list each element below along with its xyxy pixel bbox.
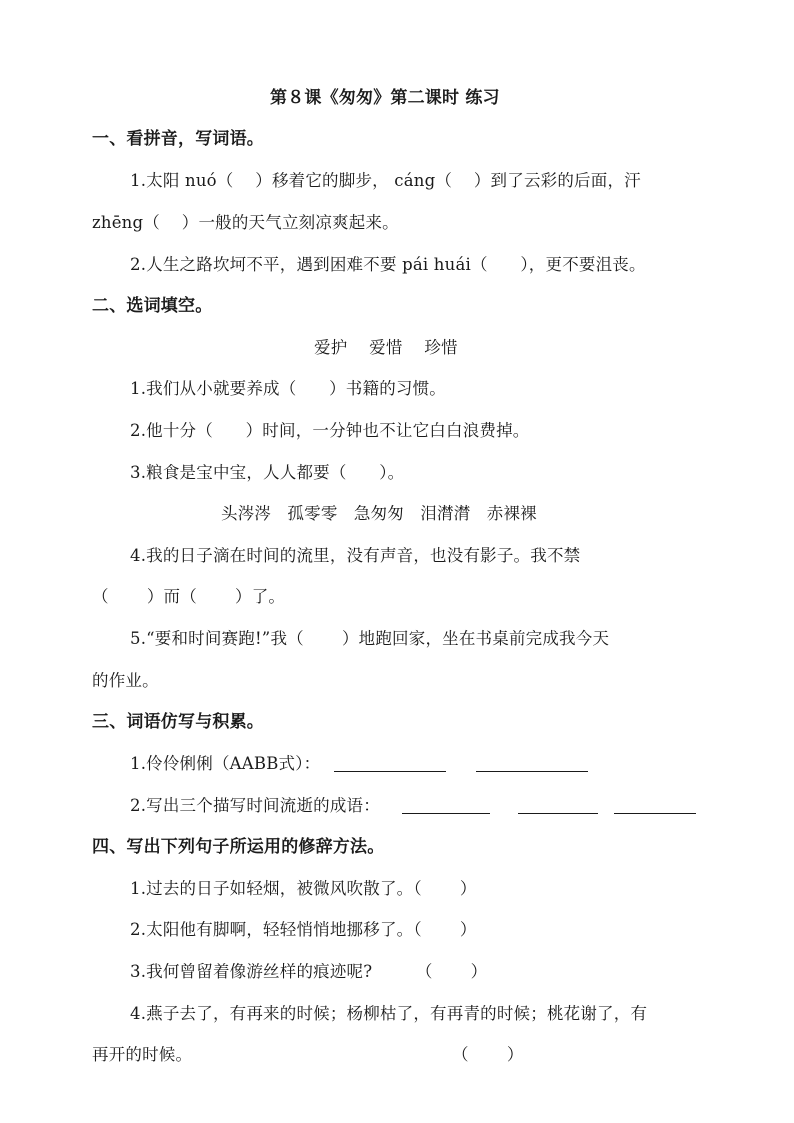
s4-question-1: 1.过去的日子如轻烟，被微风吹散了。（ ）: [130, 879, 477, 898]
s1-question-2: 2.人生之路坎坷不平，遇到困难不要 pái huái（ ），更不要沮丧。: [130, 255, 646, 274]
page-title: 第８课《匆匆》第二课时 练习: [270, 88, 500, 108]
answer-blank[interactable]: [334, 771, 446, 772]
answer-blank[interactable]: [614, 813, 696, 814]
s2-question-2: 2.他十分（ ）时间，一分钟也不让它白白浪费掉。: [130, 421, 530, 440]
answer-blank[interactable]: [518, 813, 598, 814]
s3-question-1: 1.伶伶俐俐（AABB式）：: [130, 754, 321, 773]
s4-question-3: 3.我何曾留着像游丝样的痕迹呢? （ ）: [130, 962, 488, 981]
s3-question-2: 2.写出三个描写时间流逝的成语：: [130, 796, 380, 815]
s2-question-3: 3.粮食是宝中宝，人人都要（ ）。: [130, 463, 405, 482]
s2-question-4-line-2: （ ）而（ ）了。: [92, 587, 286, 606]
s1-question-1-line-1: 1.太阳 nuó（ ）移着它的脚步， cáng（ ）到了云彩的后面，汗: [130, 171, 641, 190]
word-options-2: 头涔涔 孤零零 急匆匆 泪潸潸 赤裸裸: [221, 504, 537, 523]
s2-question-1: 1.我们从小就要养成（ ）书籍的习惯。: [130, 379, 447, 398]
s4-question-4-line-1: 4.燕子去了，有再来的时候；杨柳枯了，有再青的时候；桃花谢了，有: [130, 1004, 648, 1023]
s1-question-1-line-2: zhēng（ ）一般的天气立刻凉爽起来。: [92, 213, 399, 232]
section-2-heading: 二、选词填空。: [92, 296, 213, 316]
word-options-1: 爱护 爱惜 珍惜: [314, 338, 458, 357]
s2-question-5-line-1: 5.“要和时间赛跑!”我（ ）地跑回家，坐在书桌前完成我今天: [130, 629, 610, 648]
s4-question-4-answer: （ ）: [452, 1045, 524, 1064]
section-3-heading: 三、词语仿写与积累。: [92, 712, 264, 732]
s4-question-2: 2.太阳他有脚啊，轻轻悄悄地挪移了。（ ）: [130, 920, 477, 939]
s4-question-4-line-2: 再开的时候。: [92, 1045, 193, 1064]
s2-question-5-line-2: 的作业。: [92, 671, 159, 690]
section-4-heading: 四、写出下列句子所运用的修辞方法。: [92, 837, 385, 857]
answer-blank[interactable]: [476, 771, 588, 772]
answer-blank[interactable]: [402, 813, 490, 814]
section-1-heading: 一、看拼音，写词语。: [92, 129, 264, 149]
s2-question-4-line-1: 4.我的日子滴在时间的流里，没有声音，也没有影子。我不禁: [130, 546, 581, 565]
